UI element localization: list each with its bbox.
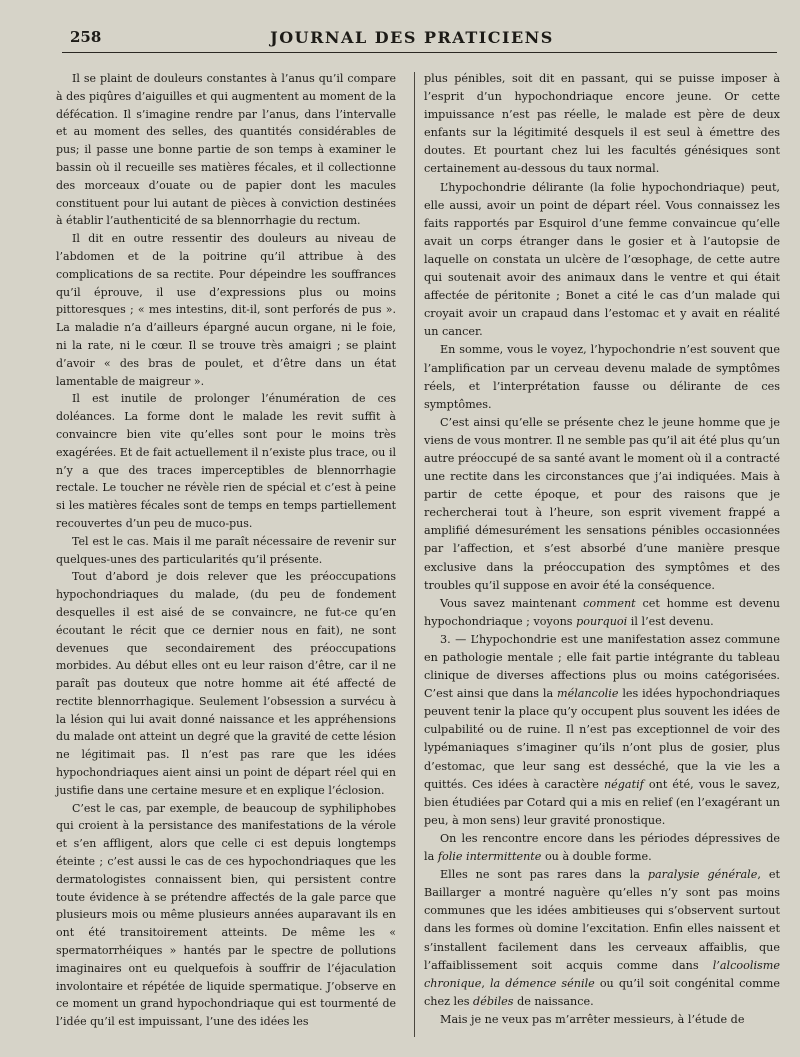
italic-run: comment bbox=[583, 596, 636, 610]
italic-run: la démence sénile bbox=[489, 976, 595, 990]
italic-run: pourquoi bbox=[576, 614, 628, 628]
running-title: JOURNAL DES PRATICIENS bbox=[270, 28, 554, 47]
paragraph bbox=[424, 631, 780, 830]
paragraph: Tout d’abord je dois relever que les préoccupations hypochondriaques du malade, (du peu de fondement desquelles il est aisé de se convaincre, ne fut-ce qu’en écoutant le récit que ce dernier nous en fait), ne sont devenues que secondairement des préoccupations morbides. Au début elles ont eu leur raison d’être, car il ne paraît pas douteux que notre homme ait été affecté de rectite blennorrhagique. Seulement l’obsession a survécu à la lésion qui lui avait donné naissance et les appréhensions du malade ont atteint un degré que la gravité de cette lésion ne légitimait pas. Il n’est pas rare que les idées hypochondriaques aient ainsi un point de départ réel qui en justifie dans une certaine mesure et en explique l’éclosion. bbox=[56, 570, 396, 797]
paragraph: plus pénibles, soit dit en passant, qui se puisse imposer à l’esprit d’un hypochondriaque encore jeune. Or cette impuissance n’est pas réelle, le malade est père de deux enfants sur la légitimité desquels il est seul à émettre des doutes. Et pourtant chez lui les facultés génésiques sont certainement au-dessous du taux normal. bbox=[424, 72, 780, 176]
text-run: 3. — L’hypochondrie est une manifestation assez commune en pathologie mentale ; elle fait partie intégrante du tableau clinique de diverses affections plus ou moins catégorisées. C’est ainsi que dans la bbox=[424, 632, 780, 701]
paragraph: Mais je ne veux pas m’arrêter messieurs, à l’étude de bbox=[440, 1012, 745, 1026]
text-run: cet homme est devenu hypochondriaque ; voyons bbox=[424, 596, 780, 628]
italic-run: l’alcoolisme chronique bbox=[424, 958, 780, 990]
italic-run: paralysie générale bbox=[647, 868, 758, 882]
header-rule bbox=[62, 52, 777, 53]
paragraph: Tel est le cas. Mais il me paraît nécessaire de revenir sur quelques-unes des particularités qu’il présente. bbox=[56, 534, 396, 566]
text-run: , bbox=[481, 976, 490, 990]
text-run: , et Baillarger a montré naguère qu’elles n’y sont pas moins communes que les idées ambitieuses qui s’observent surtout dans les formes où domine l’excitation. Enfin elles naissent et s’installent facilement dans les cerveaux affaiblis, que l’affaiblissement soit acquis comme dans bbox=[424, 868, 780, 972]
paragraph: Il dit en outre ressentir des douleurs au niveau de l’abdomen et de la poitrine qu’il attribue à des complications de sa rectite. Pour dépeindre les souffrances qu’il éprouve, il use d’expressions plus ou moins pittoresques ; « mes intestins, dit-il, sont perforés de pus ». La maladie n’a d’ailleurs épargné aucun organe, ni le foie, ni la rate, ni le cœur. Il se trouve très amaigri ; se plaint d’avoir « des bras de poulet, et d’être dans un état lamentable de maigreur ». bbox=[56, 232, 396, 388]
paragraph: C’est le cas, par exemple, de beaucoup de syphiliphobes qui croient à la persistance des manifestations de la vérole et s’en affligent, alors que celle ci est depuis longtemps éteinte ; c’est aussi le cas de ces hypochondriaques que les dermatologistes connaissent bien, qui persistent contre toute évidence à se prétendre affectés de la gale parce que plusieurs mois ou même plusieurs années auparavant ils en ont été transitoirement atteints. De même les « spermatorrhéiques » hantés par le spectre de pollutions imaginaires ont eu quelquefois à souffrir de l’éjaculation involontaire et répétée de liquide spermatique. J’observe en ce moment un grand hypochondriaque qui est tourmenté de l’idée qu’il est impuissant, l’une des idées les bbox=[56, 801, 396, 1029]
paragraph: En somme, vous le voyez, l’hypochondrie n’est souvent que l’amplification par un cerveau devenu malade de symptômes réels, et l’interprétation fausse ou délirante de ces symptômes. bbox=[424, 343, 780, 411]
paragraph: L’hypochondrie délirante (la folie hypochondriaque) peut, elle aussi, avoir un point de départ réel. Vous connaissez les faits rapportés par Esquirol d’une femme convaincue qu’elle avait un corps étranger dans le gosier et à l’autopsie de laquelle on constata un ulcère de l’œsophage, de cette autre qui soutenait avoir des animaux dans le ventre et qui était affectée de péritonite ; Bonet a cité le cas d’un malade qui croyait avoir un crapaud dans l’estomac et y avait en réalité un cancer. bbox=[424, 180, 780, 339]
italic-run: folie intermittente bbox=[437, 850, 542, 864]
right-column bbox=[424, 70, 780, 1029]
text-run: On les rencontre encore dans les périodes dépressives de la bbox=[424, 831, 780, 864]
italic-run: négatif bbox=[603, 777, 644, 791]
left-column bbox=[56, 70, 396, 1031]
paragraph: Il est inutile de prolonger l’énumération de ces doléances. La forme dont le malade les revit suffit à convaincre bien vite qu’elles sont pour le moins très exagérées. Et de fait actuellement il n’existe plus trace, ou il n’y a que des traces imperceptibles de blennorrhagie rectale. Le toucher ne révèle rien de spécial et c’est à peine si les matières fécales sont de temps en temps partiellement recouvertes d’un peu de muco-pus. bbox=[56, 392, 396, 530]
page-number: 258 bbox=[70, 28, 102, 46]
text-run: ou à double forme. bbox=[541, 850, 652, 864]
text-run: ont été, vous le savez, bien étudiées par Cotard qui a mis en relief (en l’exagérant un peu, à mon sens) leur gravité pronostique. bbox=[424, 777, 780, 827]
text-run: les idées hypochondriaques peuvent tenir la place qu’y occupent plus souvent les idées de culpabilité ou de ruine. Il n’est pas exceptionnel de voir des lypémaniaques s’imaginer qu’ils n’ont plus de gosier, plus d’estomac, que leur sang est desséché, que la vie les a quittés. Ces idées à caractère bbox=[424, 687, 780, 791]
paragraph: Il se plaint de douleurs constantes à l’anus qu’il compare à des piqûres d’aiguilles et qui augmentent au moment de la défécation. Il s’imagine rendre par l’anus, dans l’intervalle et au moment des selles, des quantités considérables de pus; il passe une bonne partie de son temps à examiner le bassin où il recueille ses matières fécales, et il collectionne des morceaux d’ouate ou de papier dont les macules constituent pour lui autant de pièces à conviction destinées à établir l’authenticité de sa blennorrhagie du rectum. bbox=[56, 72, 396, 228]
page-header bbox=[62, 26, 762, 50]
text-run: de naissance. bbox=[513, 994, 594, 1008]
text-run: il l’est devenu. bbox=[627, 614, 714, 628]
text-run: Elles ne sont pas rares dans la bbox=[440, 868, 648, 882]
column-divider bbox=[414, 72, 415, 1037]
text-run: ou qu’il soit congénital comme chez les bbox=[424, 976, 780, 1008]
paragraph: C’est ainsi qu’elle se présente chez le jeune homme que je viens de vous montrer. Il ne semble pas qu’il ait été plus qu’un autre préoccupé de sa santé avant le moment où il a contracté une rectite dans les circonstances que j’ai indiquées. Mais à partir de cette époque, et pour des raisons que je rechercherai tout à l’heure, son esprit vivement frappé a amplifié démesurément les sensations pénibles occasionnées par l’affection, et s’est absorbé d’une manière presque exclusive dans la préoccupation des symptômes et des troubles qu’il suppose en avoir été la conséquence. bbox=[424, 415, 780, 592]
italic-run: débiles bbox=[473, 994, 514, 1008]
text-run: Vous savez maintenant bbox=[440, 596, 584, 610]
paragraph bbox=[424, 866, 780, 1011]
paragraph bbox=[424, 830, 780, 866]
italic-run: mélancolie bbox=[557, 687, 619, 701]
paragraph bbox=[424, 595, 780, 631]
